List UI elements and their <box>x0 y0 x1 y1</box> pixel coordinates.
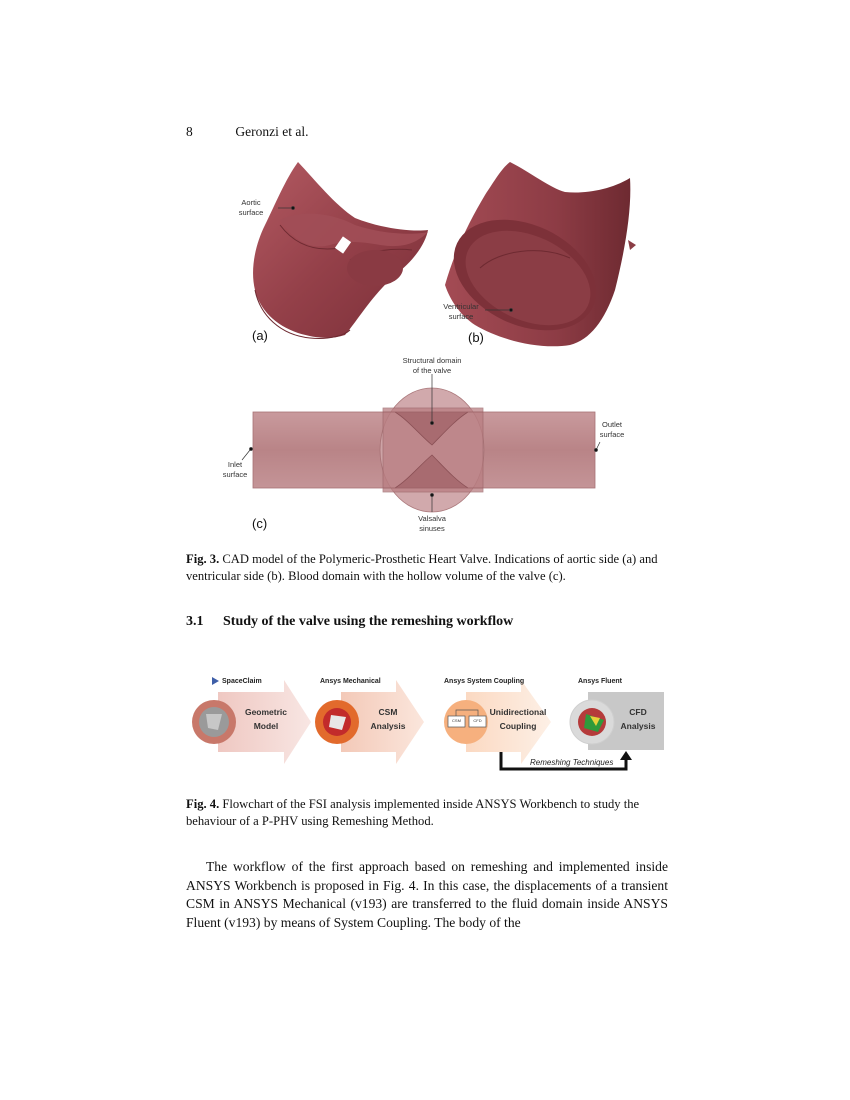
valsalva-sinuses-label: Valsalva sinuses <box>418 514 446 533</box>
brand-ansys-system-coupling: Ansys System Coupling <box>444 678 525 685</box>
brand-spaceclaim: SpaceClaim <box>222 678 262 685</box>
figure-4-caption-text: Flowchart of the FSI analysis implemented inside ANSYS Workbench to study the behaviour of a P-PHV using Remeshing Method. <box>186 797 640 828</box>
figure-3-caption-text: CAD model of the Polymeric-Prosthetic Heart Valve. Indications of aortic side (a) and ventricular side (b). Blood domain with the hollow volume of the valve (c). <box>186 552 658 583</box>
inlet-surface-label: Inlet surface <box>222 460 248 479</box>
section-heading <box>186 614 513 630</box>
blood-domain-view <box>253 388 595 512</box>
figure-4-flowchart <box>186 672 666 777</box>
panel-c-label: (c) <box>252 516 268 531</box>
figure-3-caption <box>186 551 666 585</box>
remeshing-techniques-label: Remeshing Techniques <box>530 758 614 767</box>
valve-aortic-view <box>253 162 428 338</box>
outlet-surface-label: Outlet surface <box>599 420 625 439</box>
figure-3-caption-label: Fig. 3. <box>186 552 220 566</box>
running-authors: Geronzi et al. <box>235 124 309 139</box>
coupling-box-cfd: CFD <box>473 718 482 723</box>
body-text <box>186 858 668 932</box>
brand-ansys-fluent: Ansys Fluent <box>578 678 622 685</box>
coupling-box-csm: CSM <box>452 718 461 723</box>
aortic-surface-label: Aortic surface <box>238 198 264 217</box>
figure-4-caption <box>186 796 666 830</box>
page-number: 8 <box>186 124 193 139</box>
figure-3 <box>180 150 670 545</box>
panel-a-label: (a) <box>252 328 268 343</box>
figure-4-caption-label: Fig. 4. <box>186 797 220 811</box>
step-unidirectional-coupling: Unidirectional Coupling <box>489 707 547 731</box>
structural-domain-label: Structural domain of the valve <box>402 356 462 375</box>
section-number: 3.1 <box>186 614 204 629</box>
running-header <box>186 124 308 140</box>
valve-ventricular-view <box>436 162 636 352</box>
body-paragraph: The workflow of the first approach based on remeshing and implemented inside ANSYS Workbench is proposed in Fig. 4. In this case, the displacements of a transient CSM in ANSYS Mechanical (v193) are transferred to the fluid domain inside ANSYS Fluent (v193) by means of System Coupling. The body of the <box>186 859 668 930</box>
brand-ansys-mechanical: Ansys Mechanical <box>320 678 381 685</box>
step-cfd-analysis: CFD Analysis <box>620 707 656 731</box>
step-csm-analysis: CSM Analysis <box>370 707 406 731</box>
ventricular-surface-label: Ventricular surface <box>443 302 479 321</box>
step-geometric-model: Geometric Model <box>244 707 288 731</box>
panel-b-label: (b) <box>468 330 484 345</box>
section-title: Study of the valve using the remeshing workflow <box>223 614 514 629</box>
